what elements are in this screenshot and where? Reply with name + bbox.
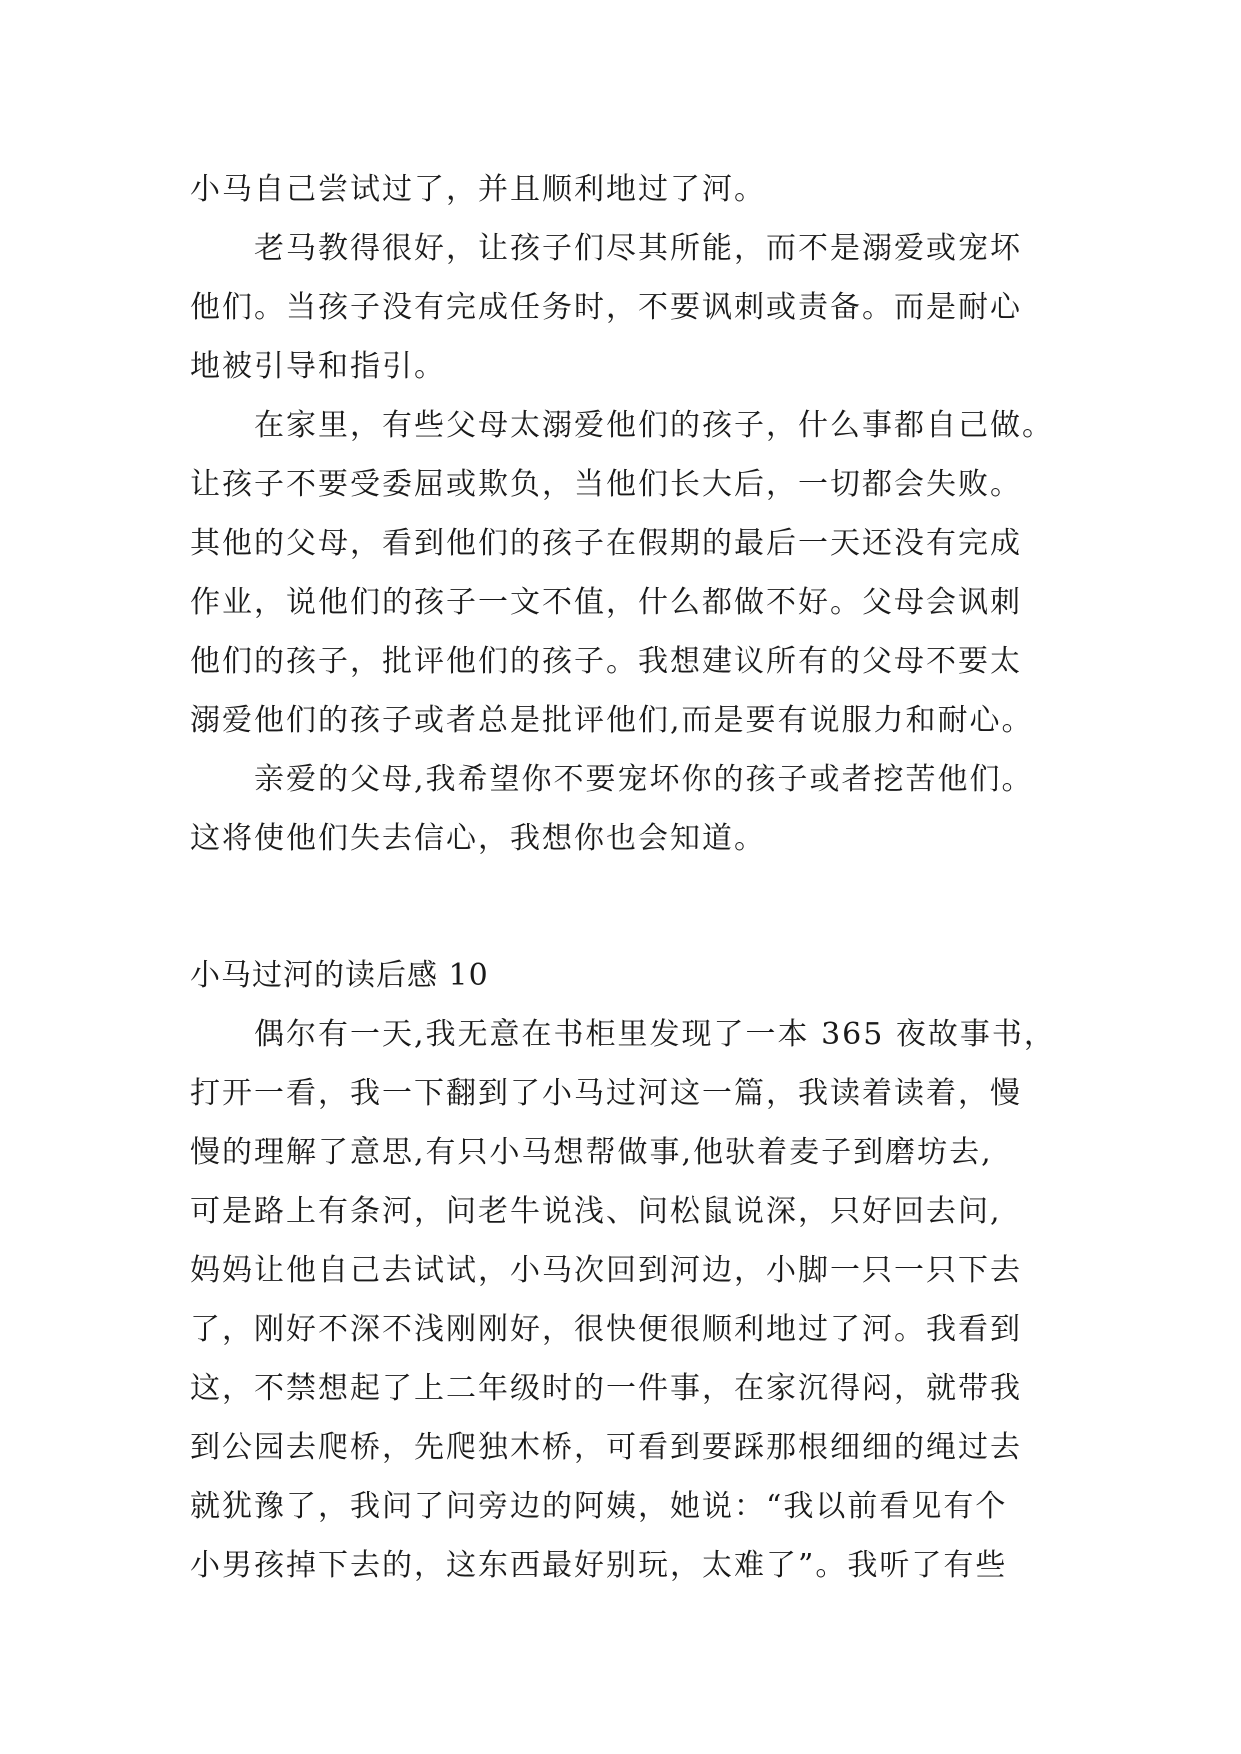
text-line: 他们。当孩子没有完成任务时，不要讽刺或责备。而是耐心 [190,290,1022,325]
paragraph-start-line: 偶尔有一天,我无意在书柜里发现了一本 365 夜故事书， [254,1017,1056,1052]
text-line: 小男孩掉下去的，这东西最好别玩，太难了”。我听了有些 [190,1548,1008,1583]
text-line: 溺爱他们的孩子或者总是批评他们,而是要有说服力和耐心。 [190,703,1034,738]
text-line: 妈妈让他自己去试试，小马次回到河边，小脚一只一只下去 [190,1253,1022,1288]
text-line: 他们的孩子，批评他们的孩子。我想建议所有的父母不要太 [190,644,1022,679]
text-line: 其他的父母，看到他们的孩子在假期的最后一天还没有完成 [190,526,1022,561]
essay-section-9-end [190,160,1054,868]
text-line: 作业，说他们的孩子一文不值，什么都做不好。父母会讽刺 [190,585,1022,620]
text-line: 可是路上有条河，问老牛说浅、问松鼠说深，只好回去问, [190,1194,1002,1229]
text-line: 小马自己尝试过了，并且顺利地过了河。 [190,172,766,207]
text-line: 这，不禁想起了上二年级时的一件事，在家沉得闷，就带我 [190,1371,1022,1406]
text-line: 地被引导和指引。 [190,349,446,384]
text-line: 打开一看，我一下翻到了小马过河这一篇，我读着读着，慢 [190,1076,1022,1111]
text-line: 这将使他们失去信心，我想你也会知道。 [190,821,766,856]
document-page [190,160,1056,1595]
text-line: 了，刚好不深不浅刚刚好，很快便很顺利地过了河。我看到 [190,1312,1022,1347]
paragraph-start-line: 老马教得很好，让孩子们尽其所能，而不是溺爱或宠坏 [254,231,1022,266]
text-line: 让孩子不要受委屈或欺负，当他们长大后，一切都会失败。 [190,467,1022,502]
paragraph-start-line: 在家里，有些父母太溺爱他们的孩子，什么事都自己做。 [254,408,1054,443]
essay-section-10 [190,946,1056,1595]
paragraph-start-line: 亲爱的父母,我希望你不要宠坏你的孩子或者挖苦他们。 [254,762,1034,797]
section-heading: 小马过河的读后感 10 [190,958,489,993]
section-gap [190,868,1050,946]
text-line: 慢的理解了意思,有只小马想帮做事,他驮着麦子到磨坊去, [190,1135,993,1170]
text-line: 到公园去爬桥，先爬独木桥，可看到要踩那根细细的绳过去 [190,1430,1022,1465]
text-line: 就犹豫了，我问了问旁边的阿姨，她说：“我以前看见有个 [190,1489,1008,1524]
